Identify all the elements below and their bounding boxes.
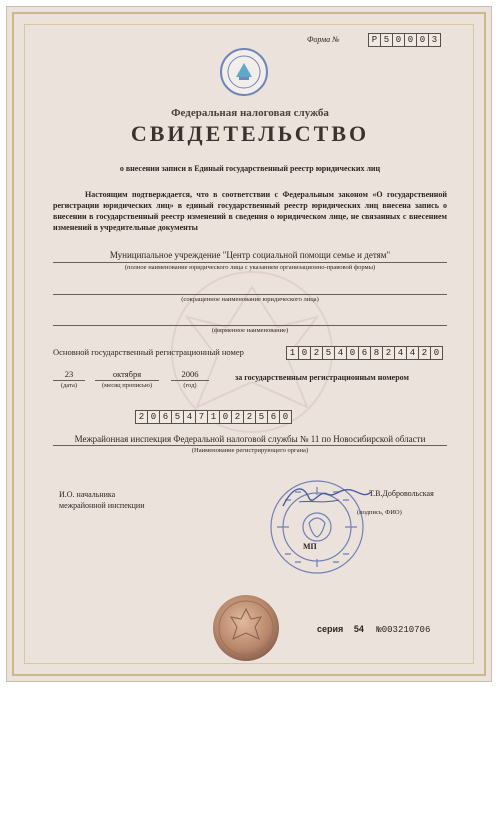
ogrn-digit: 1 <box>286 346 299 360</box>
date-day-caption: (дата) <box>60 382 78 389</box>
form-number-digit: 5 <box>380 33 393 47</box>
form-number-label: Форма № <box>307 35 340 44</box>
registration-digit: 5 <box>255 410 268 424</box>
date-month-caption: (месяц прописью) <box>101 382 153 389</box>
registration-digit: 0 <box>219 410 232 424</box>
series-label: серия <box>317 624 344 634</box>
document-title: СВИДЕТЕЛЬСТВО <box>130 121 370 146</box>
tax-service-emblem-icon <box>219 47 269 97</box>
ogrn-label: Основной государственный регистрационный номер <box>53 347 244 357</box>
full-name-value: Муниципальное учреждение "Центр социальной помощи семье и детям" <box>109 250 391 260</box>
embossed-seal-icon <box>211 593 281 663</box>
form-number-digit: 3 <box>428 33 441 47</box>
form-number-digit: 0 <box>416 33 429 47</box>
brand-name-caption: (фирменное наименование) <box>211 327 289 334</box>
handwritten-signature-icon <box>279 480 375 512</box>
ogrn-digit: 2 <box>382 346 395 360</box>
registration-digit: 0 <box>147 410 160 424</box>
form-number-digit: Р <box>368 33 381 47</box>
full-name-line <box>53 262 447 263</box>
authority-name: Межрайонная инспекция Федеральной налоговой службы № 11 по Новосибирской области <box>74 434 426 444</box>
ogrn-digit: 0 <box>430 346 443 360</box>
form-number-digit: 0 <box>404 33 417 47</box>
form-number-boxes <box>368 33 440 47</box>
ogrn-digit: 0 <box>346 346 359 360</box>
ogrn-digit: 8 <box>370 346 383 360</box>
registration-digit: 6 <box>159 410 172 424</box>
ogrn-digit: 6 <box>358 346 371 360</box>
registration-digit: 6 <box>267 410 280 424</box>
registration-number-label: за государственным регистрационным номером <box>235 373 409 382</box>
registration-digit: 4 <box>183 410 196 424</box>
registration-number-boxes <box>135 410 291 424</box>
ogrn-digit: 4 <box>334 346 347 360</box>
ogrn-boxes <box>286 346 442 360</box>
ogrn-digit: 4 <box>394 346 407 360</box>
date-year-caption: (год) <box>183 382 197 389</box>
serial-number: №003210706 <box>376 625 431 635</box>
registration-digit: 1 <box>207 410 220 424</box>
date-month: октября <box>112 369 142 379</box>
form-number-digit: 0 <box>392 33 405 47</box>
agency-name: Федеральная налоговая служба <box>171 107 329 119</box>
authority-caption: (Наименование регистрирующего органа) <box>191 447 309 454</box>
registration-digit: 0 <box>279 410 292 424</box>
short-name-line <box>53 294 447 295</box>
registration-digit: 2 <box>243 410 256 424</box>
date-year: 2006 <box>181 369 199 379</box>
signature-caption: (подпись, ФИО) <box>357 509 402 516</box>
signatory-name: Т.В.Добровольская <box>369 489 434 498</box>
ogrn-digit: 0 <box>298 346 311 360</box>
ogrn-digit: 4 <box>406 346 419 360</box>
series-number: 54 <box>353 624 364 634</box>
registration-digit: 2 <box>231 410 244 424</box>
ogrn-digit: 2 <box>310 346 323 360</box>
ogrn-digit: 2 <box>418 346 431 360</box>
signatory-position: И.О. начальника межрайонной инспекции <box>59 490 145 510</box>
certificate-series <box>317 624 430 635</box>
seal-place-label: МП <box>303 542 317 551</box>
document-subtitle: о внесении записи в Единый государственный реестр юридических лиц <box>119 164 381 173</box>
authority-line <box>53 445 447 446</box>
date-day: 23 <box>64 369 74 379</box>
certificate-sheet <box>6 6 492 682</box>
registration-digit: 7 <box>195 410 208 424</box>
registration-digit: 2 <box>135 410 148 424</box>
confirmation-paragraph: Настоящим подтверждается, что в соответствии с Федеральным законом «О государственной регистрации юридических лиц» в единый государственный реестр юридических лиц внесена запись о внесении в государственный реестр изменений в сведения о юридическом лице, не связанных с внесением изменений в учредительные документы <box>53 190 447 232</box>
brand-name-line <box>53 325 447 326</box>
ogrn-digit: 5 <box>322 346 335 360</box>
full-name-caption: (полное наименование юридического лица с указанием организационно-правовой формы) <box>124 264 376 271</box>
short-name-caption: (сокращенное наименование юридического лица) <box>181 296 319 303</box>
registration-digit: 5 <box>171 410 184 424</box>
